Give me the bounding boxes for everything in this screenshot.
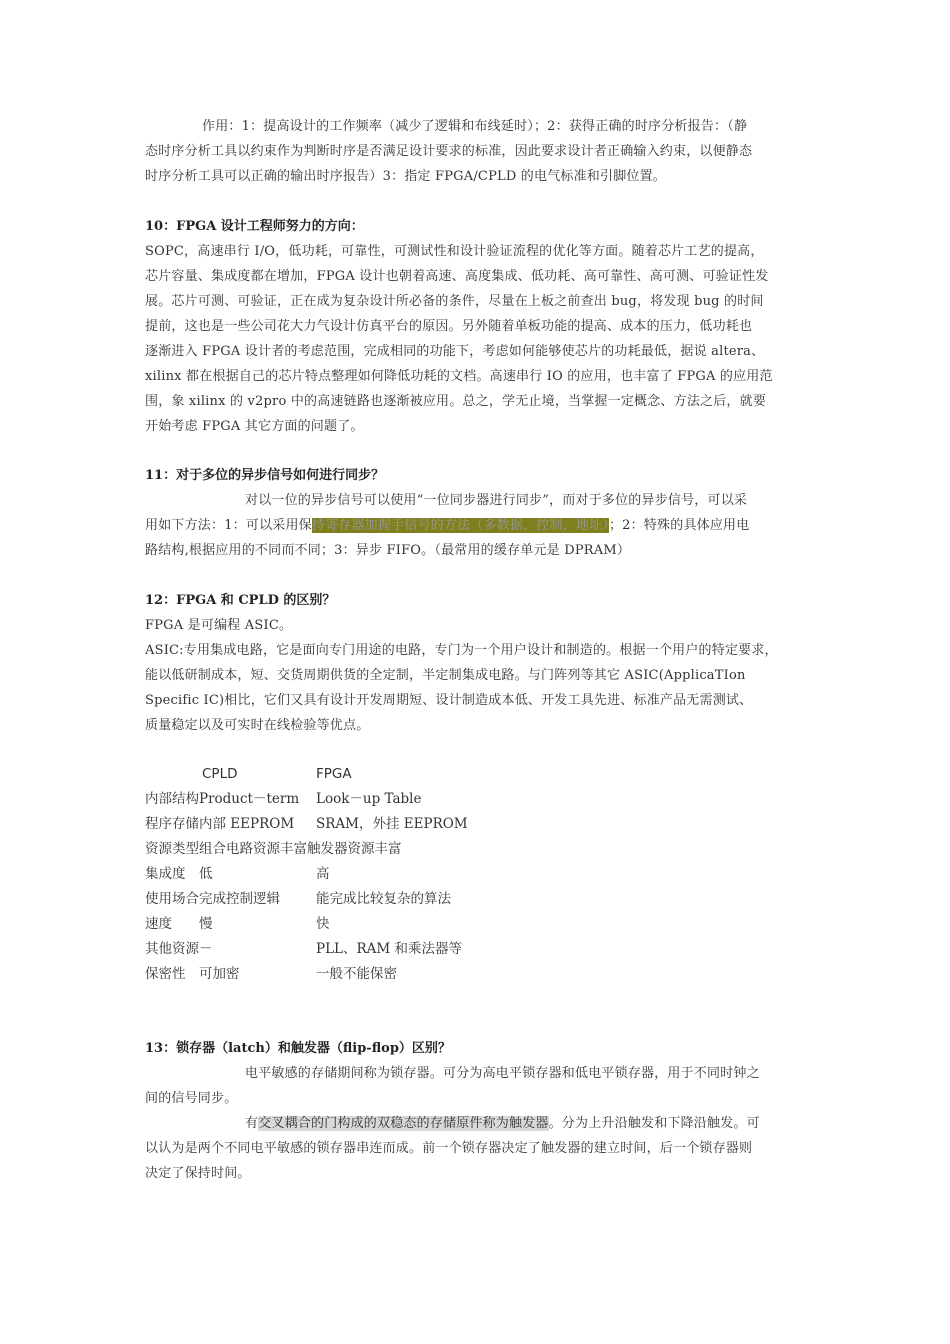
constraint-role-paragraph [145,114,809,189]
text-line: 时序分析工具可以正确的输出时序报告）3：指定 FPGA/CPLD 的电气标准和引脚位置。 [145,169,667,184]
row-label: 程序存储内部 EEPROM [145,816,295,832]
row-label: 集成度 低 [145,866,213,882]
comparison-row [145,937,545,962]
header-fpga: FPGA [316,766,352,782]
text-span: ；2：特殊的具体应用电 [608,518,750,533]
text-line: SOPC，高速串行 I/O，低功耗，可靠性，可测试性和设计验证流程的优化等方面。随着芯片工艺的提高， [145,244,764,259]
row-fpga-value: 一般不能保密 [316,966,397,982]
comparison-row [145,962,545,987]
comparison-row [145,837,545,862]
text-line: 逐渐进入 FPGA 设计者的考虑范围，完成相同的功能下，考虑如何能够使芯片的功耗最低，据说 altera、 [145,344,765,359]
text-line: 芯片容量、集成度都在增加，FPGA 设计也朝着高速、高度集成、低功耗、高可靠性、高可测、可验证性发 [145,269,769,284]
section-heading: 10：FPGA 设计工程师努力的方向： [145,219,364,234]
text-line: 质量稳定以及可实时在线检验等优点。 [145,718,370,733]
section-heading: 12：FPGA 和 CPLD 的区别？ [145,593,336,608]
text-line: FPGA 是可编程 ASIC。 [145,618,293,633]
cpld-fpga-comparison [145,762,545,987]
text-line: 态时序分析工具以约束作为判断时序是否满足设计要求的标准，因此要求设计者正确输入约束，以便静态 [145,144,753,159]
text-span: 。分为上升沿触发和下降沿触发。可 [548,1116,760,1131]
row-label: 其他资源－ [145,941,213,957]
text-line: 电平敏感的存储期间称为锁存器。可分为高电平锁存器和低电平锁存器，用于不同时钟之 [245,1066,760,1081]
text-line: 围，象 xilinx 的 v2pro 中的高速链路也逐渐被应用。总之，学无止境，当掌握一定概念、方法之后，就要 [145,394,767,409]
section-11 [145,463,809,563]
section-heading: 11：对于多位的异步信号如何进行同步？ [145,468,385,483]
text-line: 作用：1：提高设计的工作频率（减少了逻辑和布线延时）；2：获得正确的时序分析报告：（静 [202,119,748,134]
row-fpga-value: 高 [316,866,330,882]
row-label: 资源类型组合电路资源丰富触发器资源丰富 [145,841,402,857]
section-heading: 13：锁存器（latch）和触发器（flip-flop）区别？ [145,1041,451,1056]
text-line: 路结构,根据应用的不同而不同；3：异步 FIFO。（最常用的缓存单元是 DPRAM） [145,543,631,558]
comparison-row [145,862,545,887]
text-line: Specific IC)相比，它们又具有设计开发周期短、设计制造成本低、开发工具先进、标准产品无需测试、 [145,693,753,708]
row-fpga-value: PLL、RAM 和乘法器等 [316,941,463,957]
comparison-row [145,787,545,812]
text-line: 以认为是两个不同电平敏感的锁存器串连而成。前一个锁存器决定了触发器的建立时间，后一个锁存器则 [145,1141,753,1156]
header-cpld: CPLD [202,766,238,782]
text-line: xilinx 都在根据自己的芯片特点整理如何降低功耗的文档。高速串行 IO 的应用，也丰富了 FPGA 的应用范 [145,369,773,384]
text-span: 有 [245,1116,259,1131]
row-fpga-value: 快 [316,916,330,932]
text-line: 提前，这也是一些公司花大力气设计仿真平台的原因。另外随着单板功能的提高、成本的压力，低功耗也 [145,319,753,334]
row-label: 内部结构Product－term [145,791,300,807]
row-fpga-value: 能完成比较复杂的算法 [316,891,451,907]
text-span: 用如下方法：1：可以采用保 [145,518,312,533]
text-line: ASIC:专用集成电路，它是面向专门用途的电路，专门为一个用户设计和制造的。根据一个用户的特定要求， [145,643,778,658]
comparison-row [145,887,545,912]
text-line: 展。芯片可测、可验证，正在成为复杂设计所必备的条件，尽量在上板之前查出 bug，将发现 bug 的时间 [145,294,764,309]
text-line: 对以一位的异步信号可以使用“一位同步器进行同步”，而对于多位的异步信号，可以采 [245,493,748,508]
text-line [145,513,809,538]
highlighted-text: 交叉耦合的门构成的双稳态的存储原件称为触发器 [258,1116,549,1131]
text-line: 间的信号同步。 [145,1091,238,1106]
text-line: 决定了保持时间。 [145,1166,251,1181]
row-fpga-value: Look－up Table [316,791,422,807]
text-line: 开始考虑 FPGA 其它方面的问题了。 [145,419,364,434]
highlighted-text: 持寄存器加握手信号的方法（多数据，控制，地址） [311,518,609,533]
comparison-row [145,912,545,937]
row-label: 使用场合完成控制逻辑 [145,891,280,907]
section-12 [145,588,809,738]
comparison-header-row [145,762,545,787]
text-line: 能以低研制成本，短、交货周期供货的全定制，半定制集成电路。与门阵列等其它 ASIC(ApplicaTIon [145,668,746,683]
comparison-row [145,812,545,837]
row-label: 保密性 可加密 [145,966,240,982]
text-line [145,1111,809,1136]
section-13 [145,1036,809,1186]
row-label: 速度 慢 [145,916,213,932]
section-10 [145,214,809,439]
row-fpga-value: SRAM，外挂 EEPROM [316,816,468,832]
